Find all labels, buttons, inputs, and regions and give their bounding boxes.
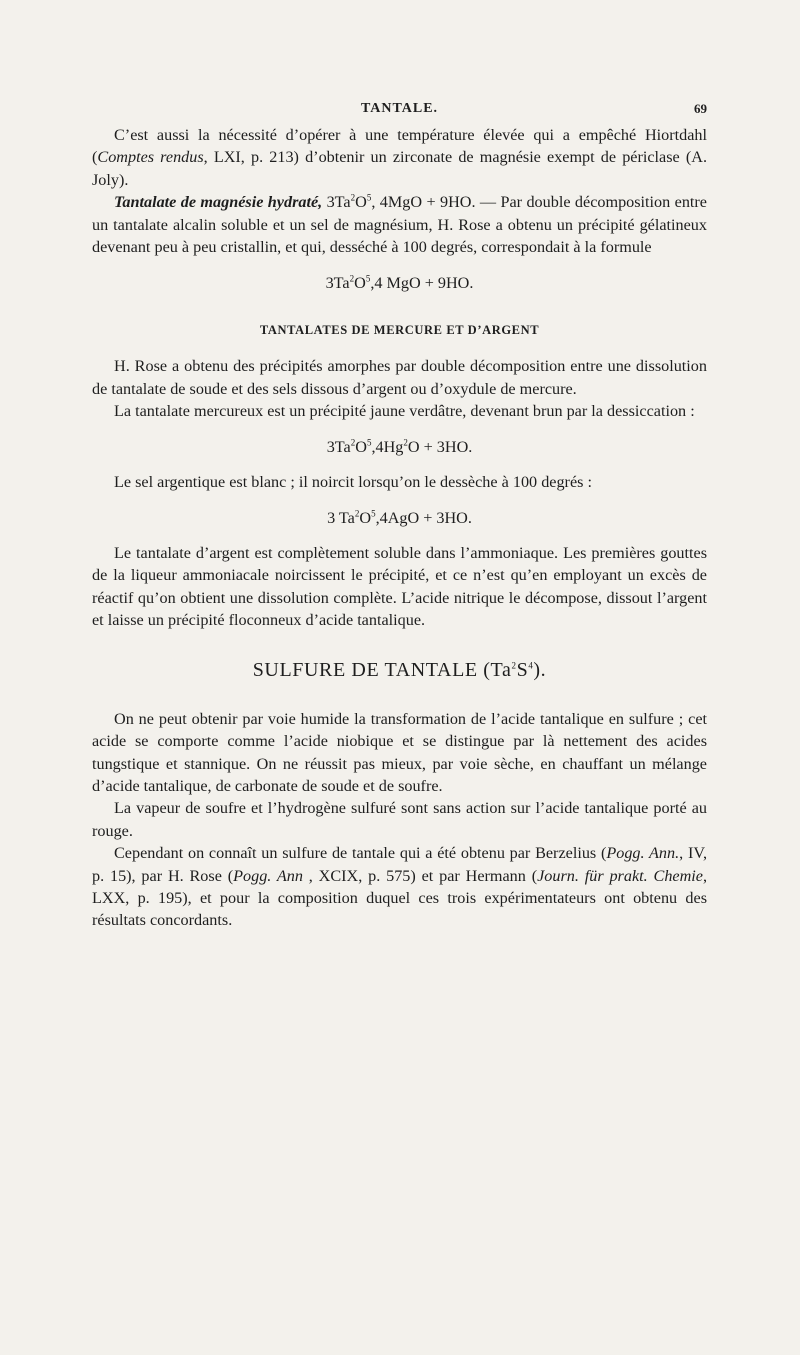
running-title: TANTALE.: [360, 101, 439, 116]
paragraph-berzelius: Cependant on connaît un sulfure de tantale qui a été obtenu par Berzelius (Pogg. Ann., IV, p. 15), par H. Rose (Pogg. Ann , XCIX, p. 575) et par Hermann (Journ. für prakt. Chemie, LXX, p. 195), et pour la composition duquel ces trois expérimentateurs ont obtenu des résultats concordants.: [92, 844, 708, 930]
paragraph-mercureux: La tantalate mercureux est un précipité jaune verdâtre, devenant brun par la dessiccation :: [114, 402, 695, 421]
reference-journ-prakt-chemie: Journ. für prakt. Chemie: [537, 866, 703, 885]
paragraph-precipites: H. Rose a obtenu des précipités amorphes par double décomposition entre une dissolution de tantalate de soude et des sels dissous d’argent ou d’oxydule de mercure.: [92, 357, 707, 398]
formula-magnesie: $3Ta^2O^5,4$ MgO + 9HO.: [325, 274, 474, 293]
paragraph-tantalate-magnesie: Tantalate de magnésie hydraté, $3Ta^2O^5$, 4MgO + 9HO. — Par double décomposition entre un tantalate alcalin soluble et un sel de magnésium, H. Rose a obtenu un précipité gélatineux devenant peu à peu cristallin, et qui, desséché à 100 degrés, correspondait à la formule: [92, 192, 707, 257]
formula-mercure: $3Ta^2O^5,4Hg^2O + 3HO$.: [326, 438, 473, 457]
paragraph-zirconate: C’est aussi la nécessité d’opérer à une température élevée qui a empêché Hiortdahl (Comptes rendus, LXI, p. 213) d’obtenir un zirconate de magnésie exempt de périclase (A. Joly).: [92, 126, 707, 189]
subheading-mercure-argent: TANTALATES DE MERCURE ET D’ARGENT: [259, 322, 540, 337]
paragraph-vapeur-soufre: La vapeur de soufre et l’hydrogène sulfuré sont sans action sur l’acide tantalique porté au rouge.: [92, 799, 707, 840]
paragraph-argentique: Le sel argentique est blanc ; il noircit lorsqu’on le dessèche à 100 degrés :: [114, 472, 592, 491]
section-title-sulfure: SULFURE DE TANTALE $(Ta^2S^4)$.: [252, 659, 547, 682]
paragraph-voie-humide: On ne peut obtenir par voie humide la transformation de l’acide tantalique en sulfure ; cet acide se comporte comme l’acide niobique et se distingue par là nettement des acides tungstique et stannique. On ne réussit pas mieux, par voie sèche, en chauffant un mélange d’acide tantalique, de carbonate de soude et de soufre.: [92, 709, 707, 795]
page-number: 69: [694, 101, 707, 116]
reference-pogg-ann-2: Pogg. Ann: [233, 866, 303, 885]
formula-argent: 3 $Ta^2O^5,4AgO + 3HO$.: [327, 508, 472, 528]
reference-comptes-rendus: Comptes rendus: [97, 148, 204, 167]
reference-pogg-ann-1: Pogg. Ann.: [606, 844, 680, 863]
page-body: [92, 124, 707, 932]
paragraph-ammoniaque: Le tantalate d’argent est complètement soluble dans l’ammoniaque. Les premières gouttes de la liqueur ammoniacale noircissent le précipité, et ce n’est qu’en employant un excès de réactif qu’on obtient une dissolution complète. L’acide nitrique le décompose, dissout l’argent et laisse un précipité floconneux d’acide tantalique.: [92, 543, 707, 629]
compound-heading: Tantalate de magnésie hydraté,: [114, 193, 323, 212]
page-header: [92, 101, 707, 121]
